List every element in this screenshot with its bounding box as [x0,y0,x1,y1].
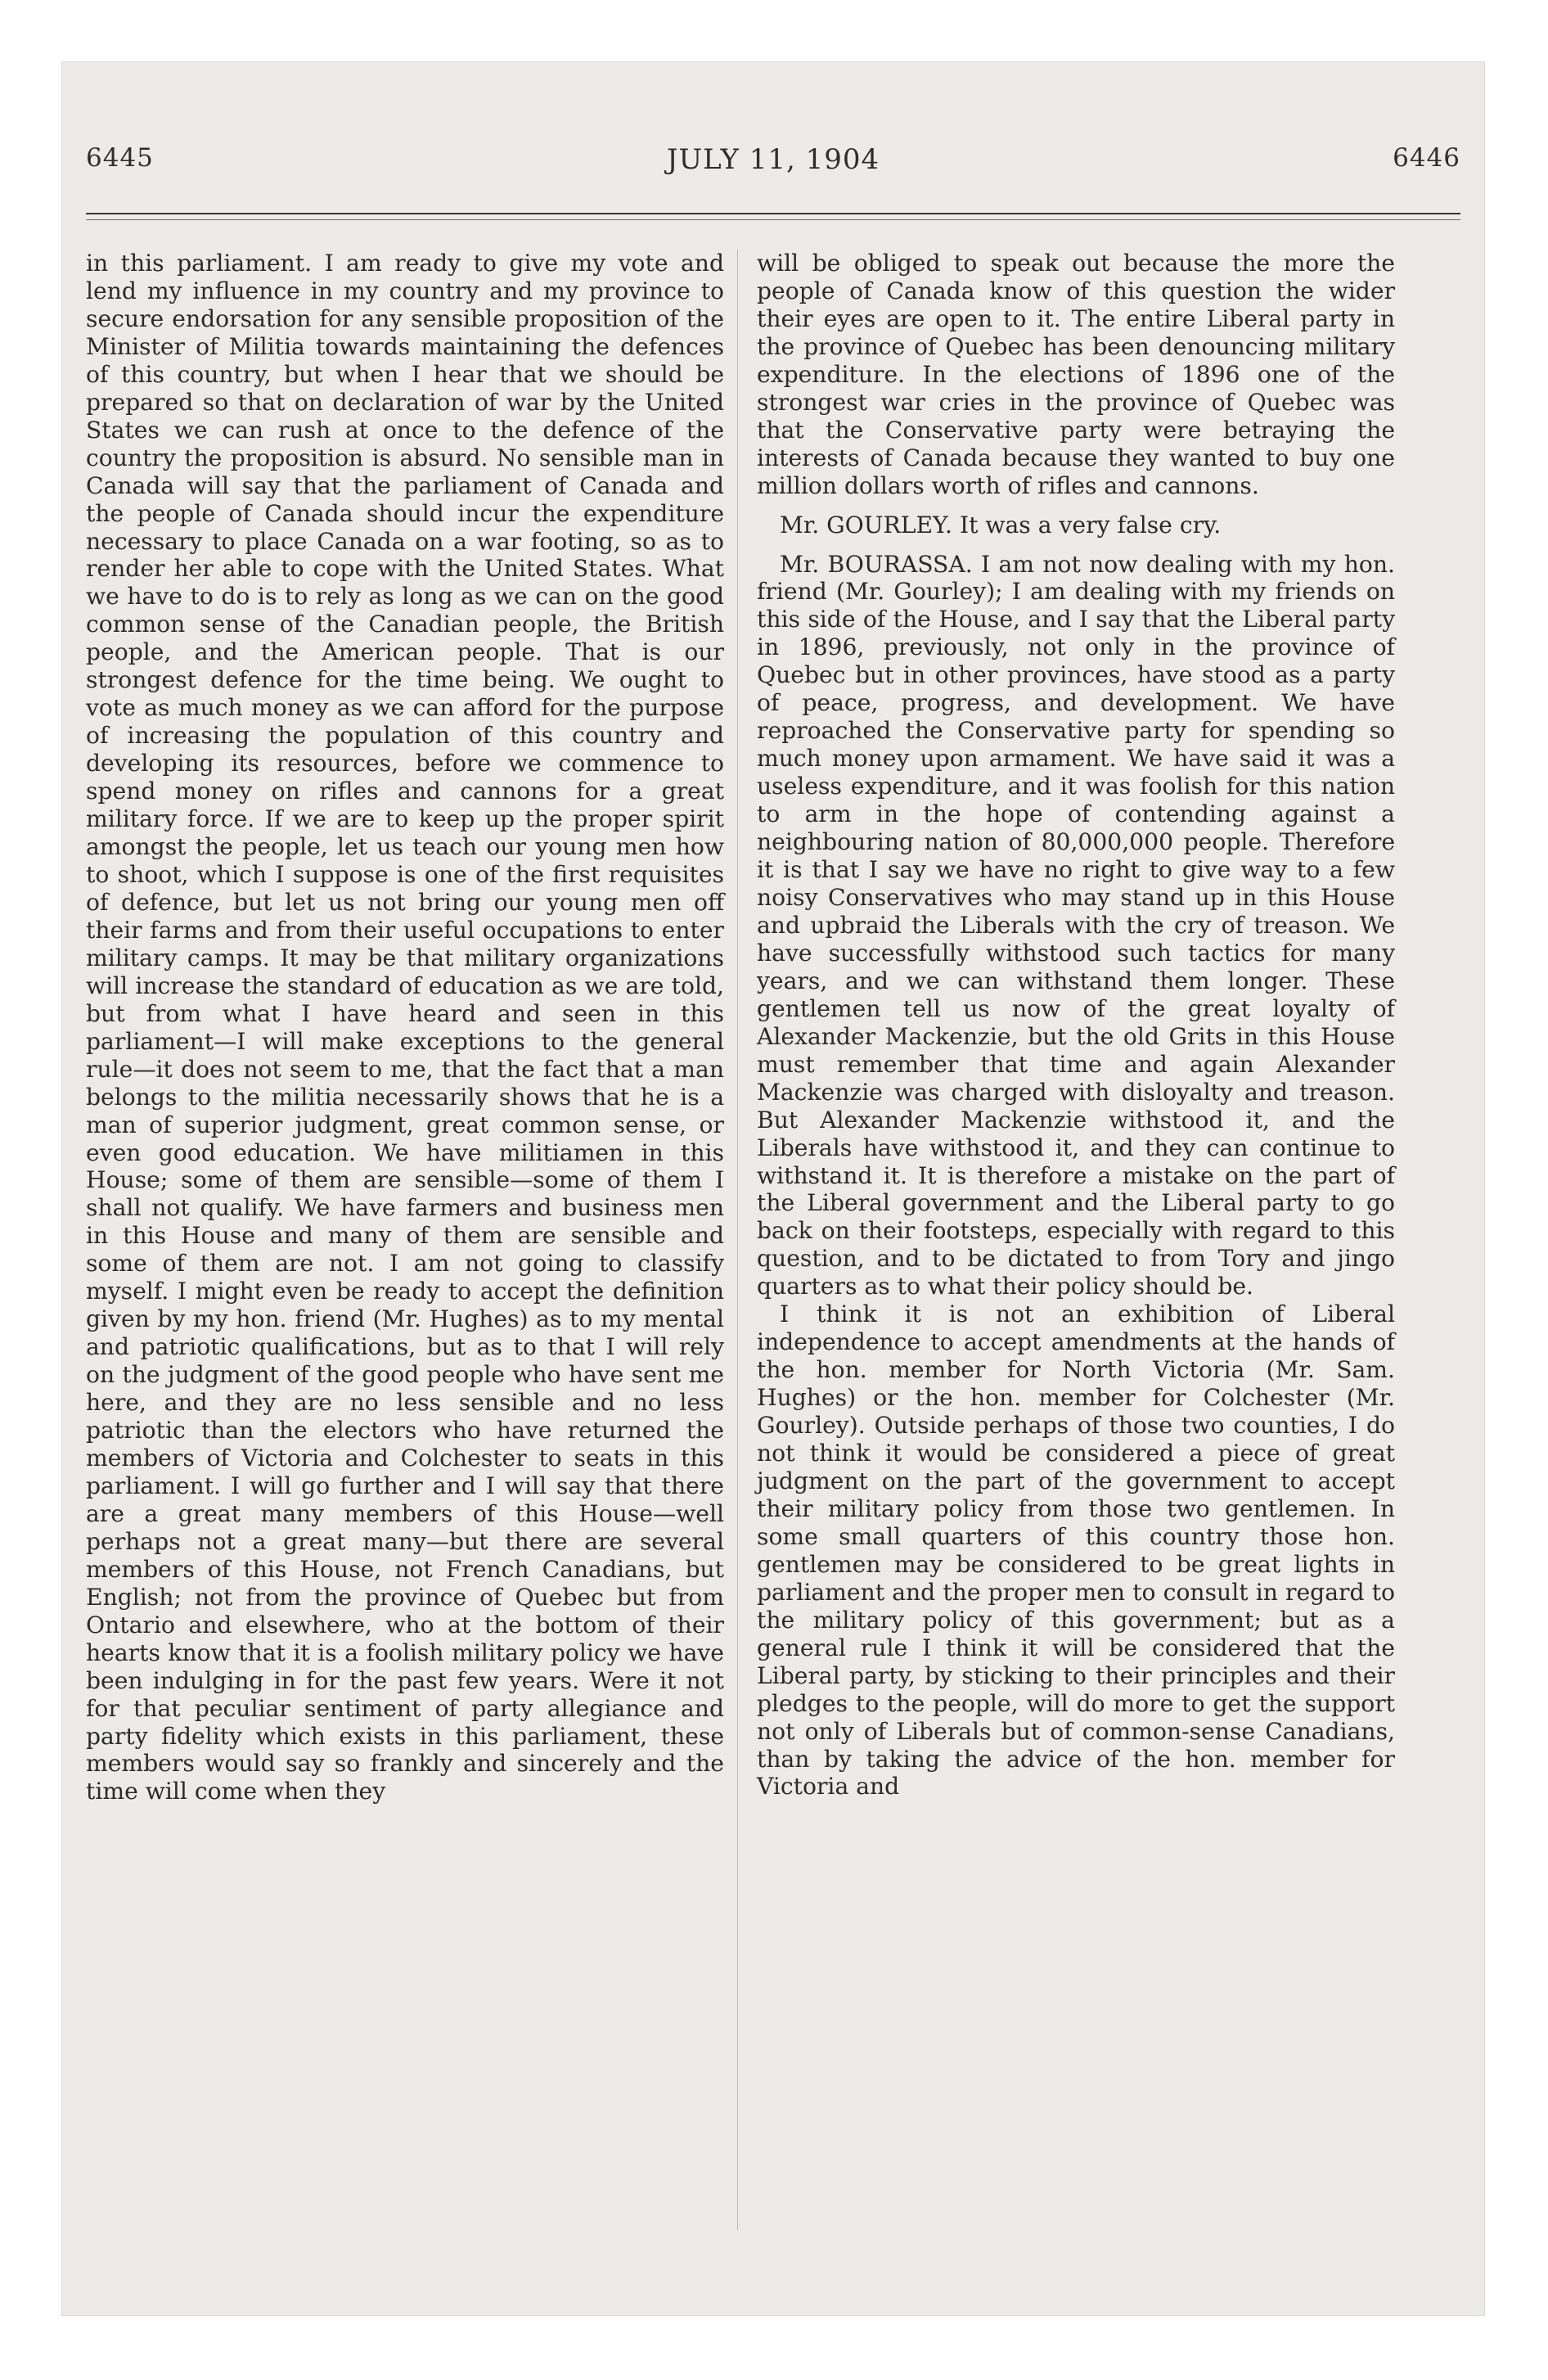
right-paragraph-closing: I think it is not an exhibition of Liberal independence to accept amendments at the hands of the hon. member for North Victoria (Mr. Sam. Hughes) or the hon. member for Colchester (Mr. Gourley). Outside perhaps of those two counties, I do not think it would be considered a piece of great judgment on the part of the government to accept their military policy from those two gentlemen. In some small quarters of this country those hon. gentlemen may be considered to be great lights in parliament and the proper men to consult in regard to the military policy of this government; but as a general rule I think it will be considered that the Liberal party, by sticking to their principles and their pledges to the people, will do more to get the support not only of Liberals but of common-sense Canadians, than by taking the advice of the hon. member for Victoria and [757,1300,1395,1801]
header-rule-thin [86,219,1460,220]
right-column [757,250,1395,1801]
page-header [61,143,1485,192]
page-number-right: 6446 [1393,143,1460,173]
speaker-paragraph-bourassa: Mr. BOURASSA. I am not now dealing with my hon. friend (Mr. Gourley); I am dealing with my friends on this side of the House, and I say that the Liberal party in 1896, previously, not only in the province of Quebec but in other provinces, have stood as a party of peace, progress, and development. We have reproached the Conservative party for spending so much money upon armament. We have said it was a useless expenditure, and it was foolish for this nation to arm in the hope of contending against a neighbouring nation of 80,000,000 people. Therefore it is that I say we have no right to give way to a few noisy Conservatives who may stand up in this House and upbraid the Liberals with the cry of treason. We have successfully withstood such tactics for many years, and we can withstand them longer. These gentlemen tell us now of the great loyalty of Alexander Mackenzie, but the old Grits in this House must remember that time and again Alexander Mackenzie was charged with disloyalty and treason. But Alexander Mackenzie withstood it, and the Liberals have withstood it, and they can continue to withstand it. It is therefore a mistake on the part of the Liberal government and the Liberal party to go back on their footsteps, especially with regard to this question, and to be dictated to from Tory and jingo quarters as to what their policy should be. [757,550,1395,1300]
page-number-left: 6445 [86,143,154,173]
scanned-page [61,61,1485,2316]
page-date: JULY 11, 1904 [666,143,880,176]
left-column [86,250,724,1805]
right-paragraph: will be obliged to speak out because the more the people of Canada know of this question the wider their eyes are open to it. The entire Liberal party in the province of Quebec has been denouncing military expenditure. In the elections of 1896 one of the strongest war cries in the province of Quebec was that the Conservative party were betraying the interests of Canada because they wanted to buy one million dollars worth of rifles and cannons. [757,250,1395,499]
column-divider [737,250,738,2230]
left-paragraph: in this parliament. I am ready to give my vote and lend my influence in my country and my province to secure endorsation for any sensible proposition of the Minister of Militia towards maintaining the defences of this country, but when I hear that we should be prepared so that on declaration of war by the United States we can rush at once to the defence of the country the proposition is absurd. No sensible man in Canada will say that the parliament of Canada and the people of Canada should incur the expenditure necessary to place Canada on a war footing, so as to render her able to cope with the United States. What we have to do is to rely as long as we can on the good common sense of the Canadian people, the British people, and the American people. That is our strongest defence for the time being. We ought to vote as much money as we can afford for the purpose of increasing the population of this country and developing its resources, before we commence to spend money on rifles and cannons for a great military force. If we are to keep up the proper spirit amongst the people, let us teach our young men how to shoot, which I suppose is one of the first requisites of defence, but let us not bring our young men off their farms and from their useful occupations to enter military camps. It may be that military organizations will increase the standard of education as we are told, but from what I have heard and seen in this parliament—I will make exceptions to the general rule—it does not seem to me, that the fact that a man belongs to the militia necessarily shows that he is a man of superior judgment, great common sense, or even good education. We have militiamen in this House; some of them are sensible—some of them I shall not qualify. We have farmers and business men in this House and many of them are sensible and some of them are not. I am not going to classify myself. I might even be ready to accept the definition given by my hon. friend (Mr. Hughes) as to my mental and patriotic qualifications, but as to that I will rely on the judgment of the good people who have sent me here, and they are no less sensible and no less patriotic than the electors who have returned the members of Victoria and Colchester to seats in this parliament. I will go further and I will say that there are a great many members of this House—well perhaps not a great many—but there are several members of this House, not French Canadians, but English; not from the province of Quebec but from Ontario and elsewhere, who at the bottom of their hearts know that it is a foolish military policy we have been indulging in for the past few years. Were it not for that peculiar sentiment of party allegiance and party fidelity which exists in this parliament, these members would say so frankly and sincerely and the time will come when they [86,250,724,1805]
header-rule [86,213,1460,214]
speaker-paragraph-gourley: Mr. GOURLEY. It was a very false cry. [780,511,1222,539]
